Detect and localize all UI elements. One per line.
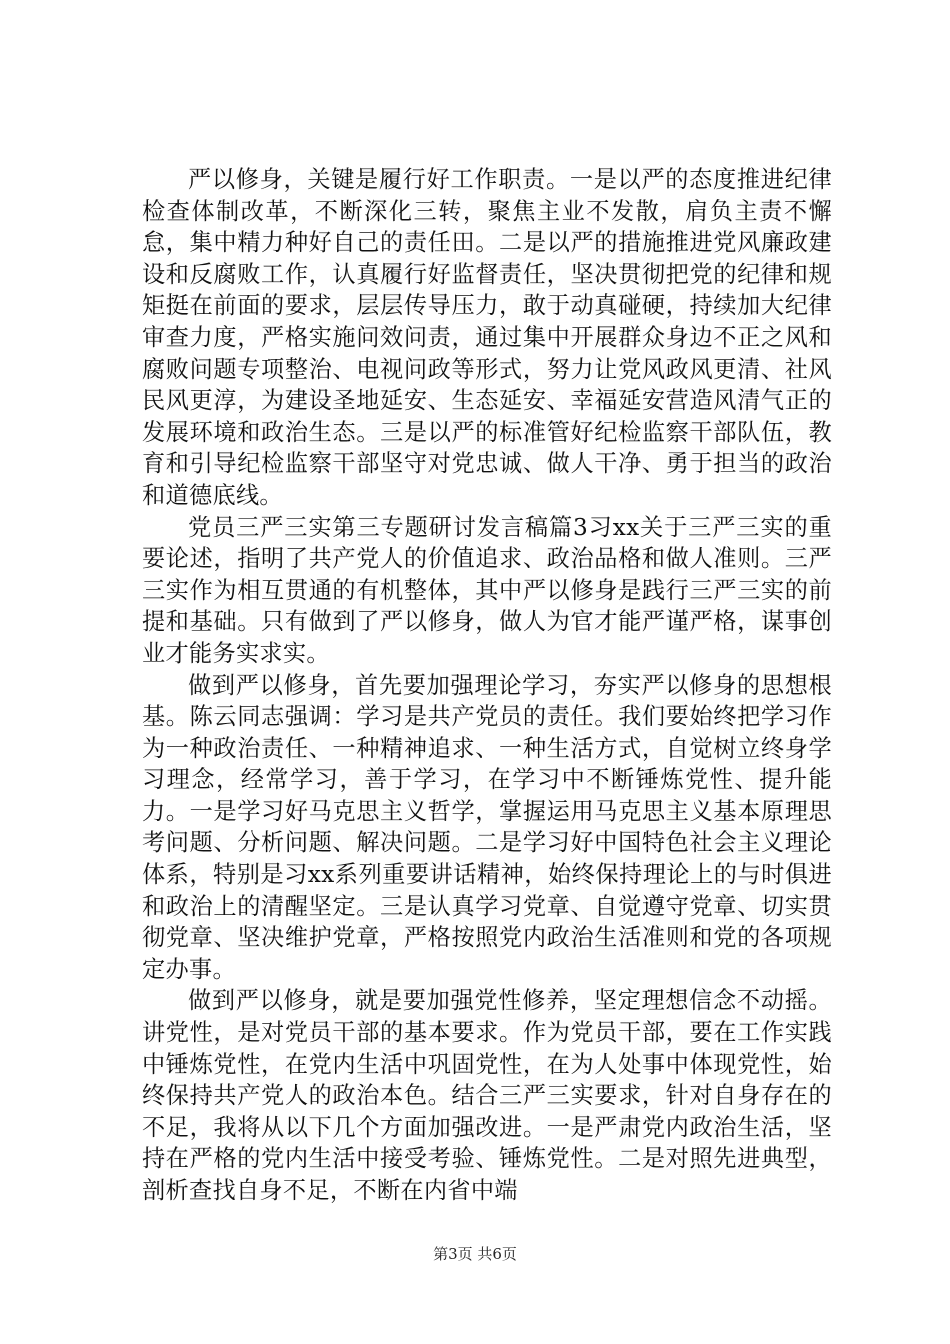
paragraph-1: 严以修身，关键是履行好工作职责。一是以严的态度推进纪律检查体制改革，不断深化三转，聚焦主业不发散，肩负主责不懈怠，集中精力种好自己的责任田。二是以严的措施推进党风廉政建设和反腐败工作，认真履行好监督责任，坚决贯彻把党的纪律和规矩挺在前面的要求，层层传导压力，敢于动真碰硬，持续加大纪律审查力度，严格实施问效问责，通过集中开展群众身边不正之风和腐败问题专项整治、电视问政等形式，努力让党风政风更清、社风民风更淳，为建设圣地延安、生态延安、幸福延安营造风清气正的发展环境和政治生态。三是以严的标准管好纪检监察干部队伍，教育和引导纪检监察干部坚守对党忠诚、做人干净、勇于担当的政治和道德底线。: [142, 166, 832, 509]
paragraph-3: 做到严以修身，首先要加强理论学习，夯实严以修身的思想根基。陈云同志强调：学习是共产党员的责任。我们要始终把学习作为一种政治责任、一种精神追求、一种生活方式，自觉树立终身学习理念，经常学习，善于学习，在学习中不断锤炼党性、提升能力。一是学习好马克思主义哲学，掌握运用马克思主义基本原理思考问题、分析问题、解决问题。二是学习好中国特色社会主义理论体系，特别是习xx系列重要讲话精神，始终保持理论上的与时俱进和政治上的清醒坚定。三是认真学习党章、自觉遵守党章、切实贯彻党章、坚决维护党章，严格按照党内政治生活准则和党的各项规定办事。: [142, 671, 832, 983]
paragraph-4: 做到严以修身，就是要加强党性修养，坚定理想信念不动摇。讲党性，是对党员干部的基本要求。作为党员干部，要在工作实践中锤炼党性，在党内生活中巩固党性，在为人处事中体现党性，始终保持共产党人的政治本色。结合三严三实要求，针对自身存在的不足，我将从以下几个方面加强改进。一是严肃党内政治生活，坚持在严格的党内生活中接受考验、锤炼党性。二是对照先进典型，剖析查找自身不足，不断在内省中端: [142, 987, 832, 1204]
paragraph-2: 党员三严三实第三专题研讨发言稿篇3习xx关于三严三实的重要论述，指明了共产党人的价值追求、政治品格和做人准则。三严三实作为相互贯通的有机整体，其中严以修身是践行三严三实的前提和基础。只有做到了严以修身，做人为官才能严谨严格，谋事创业才能务实求实。: [142, 513, 832, 667]
document-body: [142, 164, 832, 1207]
page-footer: 第3页 共6页: [433, 1245, 517, 1263]
